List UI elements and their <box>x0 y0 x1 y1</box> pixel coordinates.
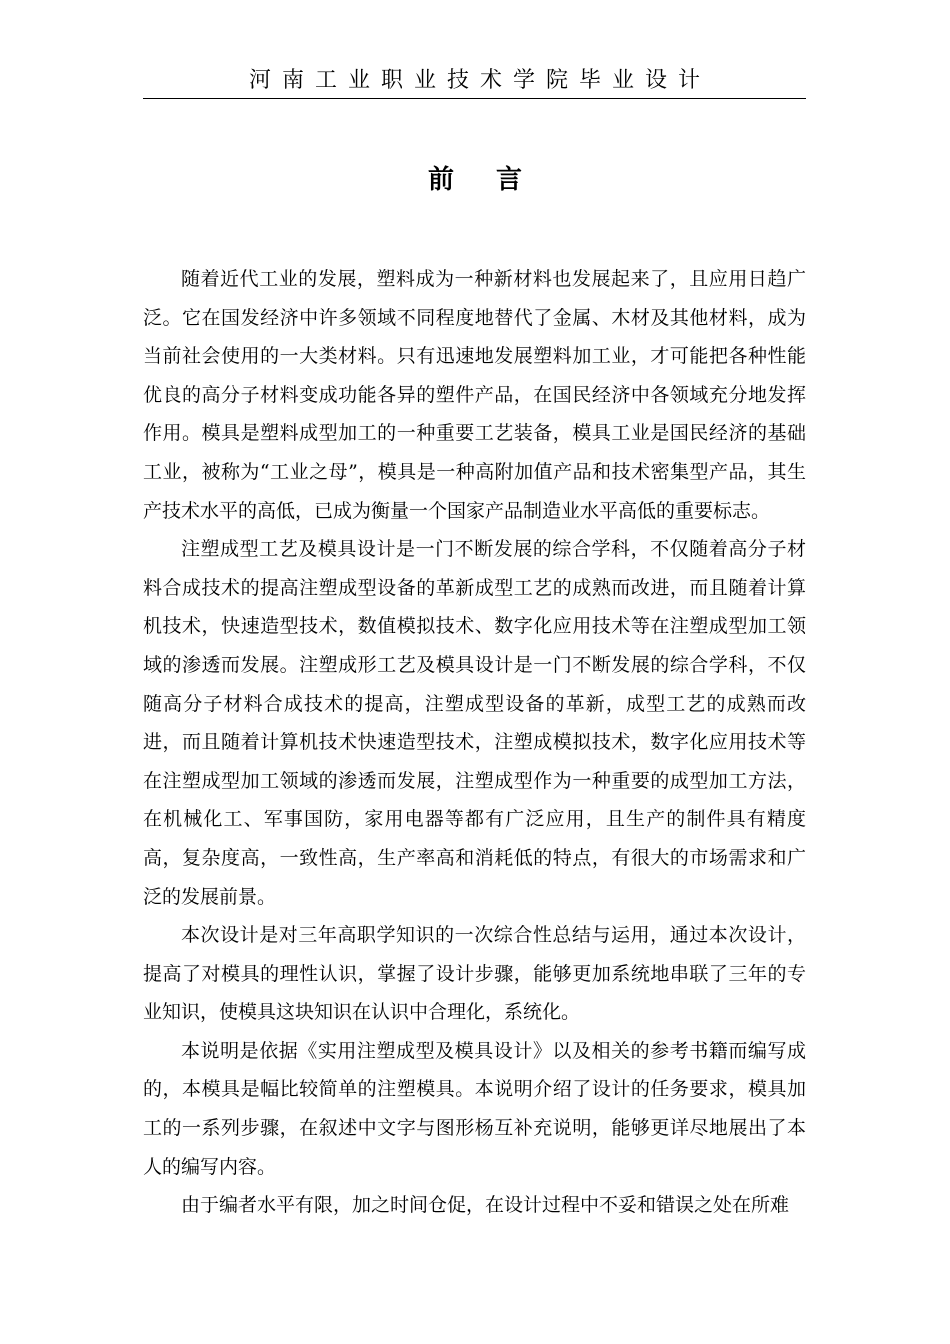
paragraph-2: 注塑成型工艺及模具设计是一门不断发展的综合学科，不仅随着高分子材料合成技术的提高注塑成型设备的革新成型工艺的成熟而改进，而且随着计算机技术，快速造型技术，数值模拟技术、数字化应用技术等在注塑成型加工领域的渗透而发展。注塑成形工艺及模具设计是一门不断发展的综合学科，不仅随高分子材料合成技术的提高，注塑成型设备的革新，成型工艺的成熟而改进，而且随着计算机技术快速造型技术，注塑成模拟技术，数字化应用技术等在注塑成型加工领域的渗透而发展，注塑成型作为一种重要的成型加工方法，在机械化工、军事国防，家用电器等都有广泛应用，且生产的制件具有精度高，复杂度高，一致性高，生产率高和消耗低的特点，有很大的市场需求和广泛的发展前景。 <box>143 538 806 908</box>
paragraph-5: 由于编者水平有限，加之时间仓促，在设计过程中不妥和错误之处在所难 <box>181 1194 790 1217</box>
page-header <box>143 64 806 99</box>
header-text: 河南工业职业技术学院毕业设计 <box>248 68 711 93</box>
body-text <box>143 260 806 1225</box>
paragraph-4: 本说明是依据《实用注塑成型及模具设计》以及相关的参考书籍而编写成的，本模具是幅比较简单的注塑模具。本说明介绍了设计的任务要求，模具加工的一系列步骤，在叙述中文字与图形杨互补充说明，能够更详尽地展出了本人的编写内容。 <box>143 1039 806 1178</box>
section-title: 前言 <box>427 165 564 195</box>
paragraph-3: 本次设计是对三年高职学知识的一次综合性总结与运用，通过本次设计，提高了对模具的理性认识，掌握了设计步骤，能够更加系统地串联了三年的专业知识，使模具这块知识在认识中合理化，系统化。 <box>143 924 806 1024</box>
paragraph-1: 随着近代工业的发展，塑料成为一种新材料也发展起来了，且应用日趋广泛。它在国发经济中许多领域不同程度地替代了金属、木材及其他材料，成为当前社会使用的一大类材料。只有迅速地发展塑料加工业，才可能把各种性能优良的高分子材料变成功能各异的塑件产品，在国民经济中各领域充分地发挥作用。模具是塑料成型加工的一种重要工艺装备，模具工业是国民经济的基础工业，被称为“工业之母”，模具是一种高附加值产品和技术密集型产品，其生产技术水平的高低，已成为衡量一个国家产品制造业水平高低的重要标志。 <box>143 268 806 522</box>
